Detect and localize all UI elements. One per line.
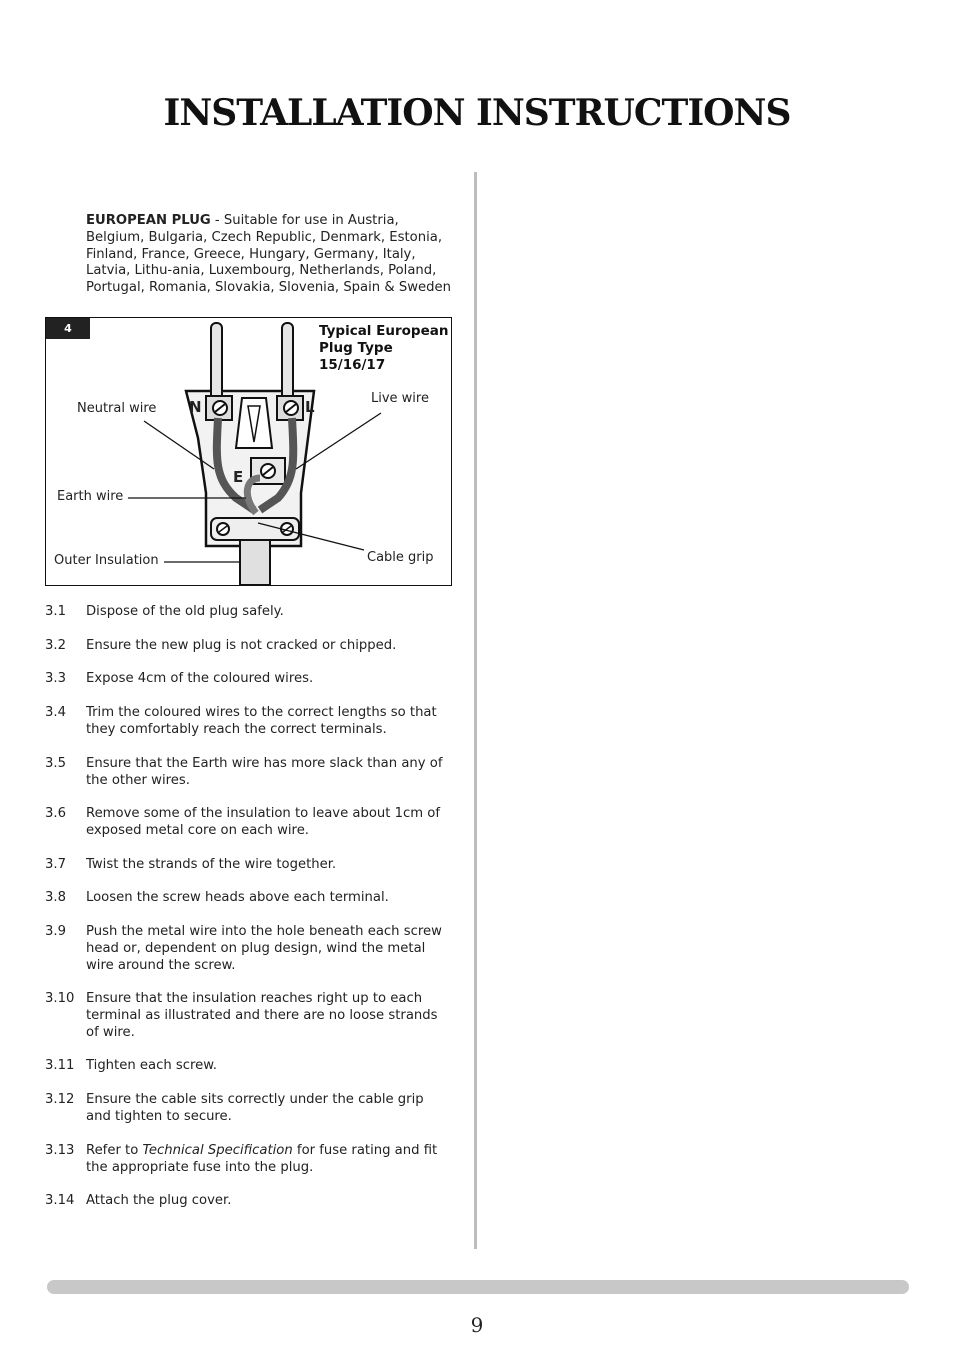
step-text: Push the metal wire into the hole beneath each screw head or, dependent on plug design, wind the metal wire around the screw. <box>86 924 442 973</box>
step-text: Remove some of the insulation to leave about 1cm of exposed metal core on each wire. <box>86 806 441 838</box>
step-number: 3.8 <box>45 890 66 905</box>
step-text: Twist the strands of the wire together. <box>86 857 337 872</box>
terminal-e-label: E <box>233 468 244 486</box>
intro-paragraph <box>86 213 458 297</box>
step-text: Tighten each screw. <box>86 1058 218 1073</box>
page-title: INSTALLATION INSTRUCTIONS <box>163 92 791 134</box>
outer-insulation-label: Outer Insulation <box>54 553 159 568</box>
figure-number: 4 <box>46 318 90 339</box>
step-text: Ensure that the Earth wire has more slack than any of the other wires. <box>86 756 443 788</box>
cable-grip-label: Cable grip <box>367 550 434 565</box>
step-number: 3.7 <box>45 857 66 872</box>
step-number: 3.1 <box>45 604 66 619</box>
step-number: 3.9 <box>45 924 66 939</box>
intro-text: - Suitable for use in Austria, Belgium, Bulgaria, Czech Republic, Denmark, Estonia, Finland, France, Greece, Hungary, Germany, Italy, Latvia, Lithu-ania, Luxembourg, Netherlands, Poland, Portugal, Romania, Slovakia, Slovenia, Spain & Sweden <box>86 213 451 296</box>
step-text-part: Refer to <box>86 1143 143 1158</box>
step-number: 3.11 <box>45 1058 75 1073</box>
plug-illustration <box>46 318 451 585</box>
terminal-l-label: L <box>305 398 315 416</box>
neutral-wire-label: Neutral wire <box>77 401 157 416</box>
step-text: Ensure the new plug is not cracked or chipped. <box>86 638 397 653</box>
step-text: Loosen the screw heads above each terminal. <box>86 890 389 905</box>
step-number: 3.6 <box>45 806 66 821</box>
page-number: 9 <box>470 1313 484 1337</box>
column-divider <box>474 172 477 1249</box>
step-number: 3.5 <box>45 756 66 771</box>
step-text: Dispose of the old plug safely. <box>86 604 284 619</box>
step-number: 3.14 <box>45 1193 75 1208</box>
step-number: 3.10 <box>45 991 75 1006</box>
step-number: 3.4 <box>45 705 66 720</box>
earth-wire-label: Earth wire <box>57 489 124 504</box>
step-number: 3.12 <box>45 1092 75 1107</box>
step-number: 3.3 <box>45 671 66 686</box>
step-number: 3.13 <box>45 1143 75 1158</box>
plug-figure <box>45 317 452 586</box>
step-text: Expose 4cm of the coloured wires. <box>86 671 314 686</box>
step-text: Ensure the cable sits correctly under the cable grip and tighten to secure. <box>86 1092 424 1124</box>
terminal-n-label: N <box>189 398 202 416</box>
live-wire-label: Live wire <box>371 391 429 406</box>
technical-specification-ref: Technical Specification <box>142 1143 293 1158</box>
step-text <box>86 1143 446 1177</box>
step-text: Trim the coloured wires to the correct lengths so that they comfortably reach the correct terminals. <box>86 705 437 737</box>
figure-caption: Typical European Plug Type 15/16/17 <box>319 323 449 373</box>
step-number: 3.2 <box>45 638 66 653</box>
step-text: Ensure that the insulation reaches right up to each terminal as illustrated and there are no loose strands of wire. <box>86 991 438 1040</box>
live-pin <box>282 323 293 403</box>
footer-bar <box>47 1280 909 1294</box>
outer-insulation <box>240 540 270 585</box>
step-text-part: for fuse rating and fit the appropriate fuse into the plug. <box>86 1143 438 1175</box>
step-text: Attach the plug cover. <box>86 1193 232 1208</box>
intro-heading: EUROPEAN PLUG <box>86 213 211 228</box>
neutral-pin <box>211 323 222 403</box>
